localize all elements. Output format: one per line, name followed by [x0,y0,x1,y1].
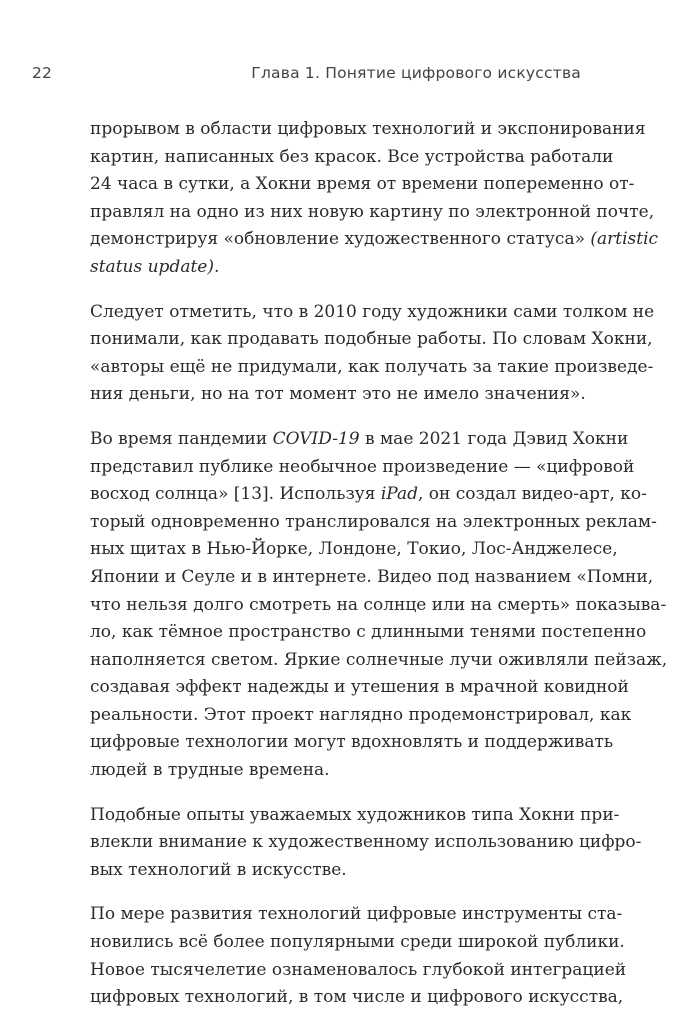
text-line [90,647,668,675]
text-line [90,729,614,757]
text-segment: реальности. Этот проект наглядно продемонстрировал, как [90,704,632,725]
italic-text: (artistic [590,229,659,250]
text-segment: По мере развития технологий цифровые инструменты ста- [90,904,623,925]
paragraph [90,116,659,282]
text-segment: вых технологий в искусстве. [90,859,347,880]
text-segment: в мае 2021 года Дэвид Хокни [359,428,629,449]
text-segment: картин, написанных без красок. Все устройства работали [90,146,614,167]
paragraph [90,901,627,1011]
text-segment: Японии и Сеуле и в интернете. Видео под названием «Помни, [90,566,654,587]
text-segment: демонстрируя «обновление художественного статуса» [90,229,591,250]
text-segment: новились всё более популярными среди широкой публики. [90,932,625,953]
text-line [90,901,623,929]
paragraph [90,299,655,409]
text-line [90,957,627,985]
text-segment: Новое тысячелетие ознаменовалось глубокой интеграцией [90,959,627,980]
text-line [90,381,602,409]
text-segment: ных щитах в Нью-Йорке, Лондоне, Токио, Лос-Анджелесе, [90,539,618,560]
text-segment: влекли внимание к художественному использованию цифро- [90,832,642,853]
text-line [90,674,629,702]
text-line [90,299,655,327]
text-segment: правлял на одно из них новую картину по электронной почте, [90,201,655,222]
text-line [90,454,635,482]
text-line [90,226,659,254]
text-segment: . [213,256,220,277]
page-number: 22 [32,64,53,82]
paragraph [90,802,642,885]
italic-text: COVID-19 [272,428,360,449]
running-title: Глава 1. Понятие цифрового искусства [251,64,581,82]
text-line [90,592,667,620]
page-header [32,64,649,88]
text-line [90,354,654,382]
text-line [90,929,625,957]
text-line [90,171,635,199]
text-line [90,702,632,730]
text-segment: представил публике необычное произведение — «цифровой [90,456,635,477]
text-line [90,144,614,172]
text-segment: 24 часа в сутки, а Хокни время от времени попеременно от- [90,174,635,195]
text-line [90,857,602,885]
body-text [90,116,668,1029]
text-line [90,984,624,1012]
text-segment: что нельзя долго смотреть на солнце или на смерть» показыва- [90,594,667,615]
text-segment: , он создал видео-арт, ко- [418,484,647,505]
text-segment: цифровых технологий, в том числе и цифрового искусства, [90,987,624,1008]
text-segment: наполняется светом. Яркие солнечные лучи оживляли пейзаж, [90,649,668,670]
text-line [90,254,602,282]
text-line [90,426,629,454]
text-segment: ло, как тёмное пространство с длинными тенями постепенно [90,622,647,643]
text-segment: Подобные опыты уважаемых художников типа Хокни при- [90,804,620,825]
text-segment: Следует отметить, что в 2010 году художники сами толком не [90,301,655,322]
text-line [90,829,642,857]
text-segment: прорывом в области цифровых технологий и экспонирования [90,119,646,139]
text-line [90,757,602,785]
text-segment: ния деньги, но на тот момент это не имело значения». [90,384,586,405]
text-line [90,536,618,564]
text-segment: «авторы ещё не придумали, как получать за такие произведе- [90,356,654,377]
text-segment: восход солнца» [13]. Используя [90,484,381,505]
text-segment: цифровые технологии могут вдохновлять и поддерживать [90,732,614,753]
text-line [90,509,657,537]
text-segment: людей в трудные времена. [90,760,330,781]
italic-text: iPad [380,484,418,505]
text-line [90,116,646,144]
italic-text: status update) [90,256,214,277]
text-line [90,564,654,592]
paragraph [90,426,668,785]
text-line [90,326,653,354]
text-segment: торый одновременно транслировался на электронных реклам- [90,511,657,532]
text-line [90,619,647,647]
text-segment: создавая эффект надежды и утешения в мрачной ковидной [90,677,629,698]
text-line [90,802,620,830]
text-segment: Во время пандемии [90,428,273,449]
text-line [90,199,655,227]
text-segment: понимали, как продавать подобные работы. По словам Хокни, [90,329,653,350]
text-line [90,481,647,509]
